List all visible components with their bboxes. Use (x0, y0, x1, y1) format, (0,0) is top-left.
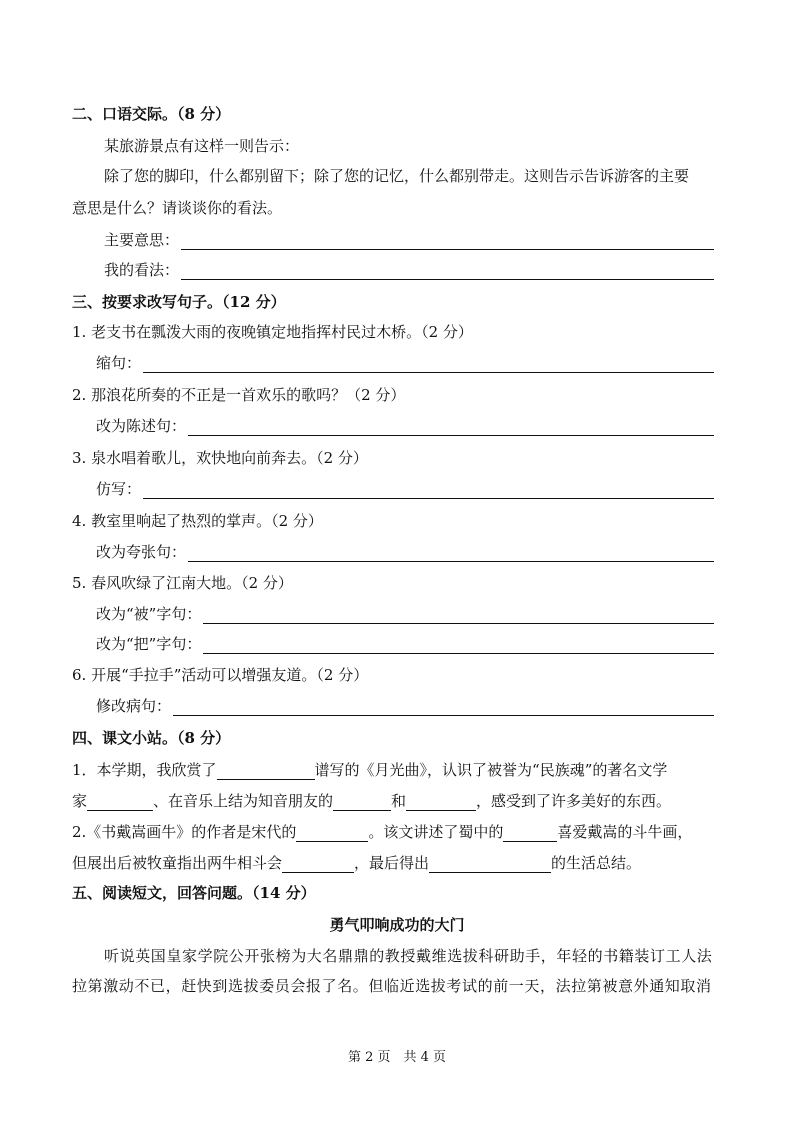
question-3-5: 5. 春风吹绿了江南大地。（2 分） (72, 574, 293, 592)
question-3-2-answer-line[interactable] (188, 419, 714, 436)
question-3-5a-label: 改为“被”字句： (96, 605, 202, 623)
question-3-2: 2. 那浪花所奏的不正是一首欢乐的歌吗？（2 分） (72, 386, 406, 404)
passage-paragraph-line-1: 听说英国皇家学院公开张榜为大名鼎鼎的教授戴维选拔科研助手，年轻的书籍装订工人法 (104, 947, 713, 965)
notice-intro: 某旅游景点有这样一则告示： (104, 137, 300, 155)
main-meaning-label: 主要意思： (104, 231, 180, 249)
question-3-4-answer-line[interactable] (188, 545, 714, 562)
question-3-1-label: 缩句： (96, 354, 142, 372)
question-3-6: 6. 开展“手拉手”活动可以增强友道。（2 分） (72, 666, 369, 684)
blank-friend-2[interactable] (406, 795, 476, 811)
fill-blank-2-text-a: 家 (72, 792, 88, 810)
question-3-2-answer-row (96, 416, 714, 436)
fill-blank-3-text-b: 。该文讲述了蜀中的 (368, 823, 504, 841)
question-3-5a-answer-line[interactable] (203, 607, 714, 624)
blank-friend-1[interactable] (333, 795, 391, 811)
fill-blank-2-text-b: 、在音乐上结为知音朋友的 (153, 792, 334, 810)
main-meaning-row (104, 230, 714, 250)
passage-title: 勇气叩响成功的大门 (329, 916, 465, 934)
page-number-footer: 第 2 页 共 4 页 (347, 1050, 447, 1065)
question-3-1-answer-line[interactable] (143, 356, 714, 373)
fill-blank-4-text-a: 但展出后被牧童指出两牛相斗会 (72, 854, 283, 872)
question-3-6-answer-row (96, 696, 714, 716)
question-3-5a-answer-row (96, 604, 714, 624)
section-5-heading: 五、阅读短文，回答问题。（14 分） (72, 884, 316, 902)
question-3-2-label: 改为陈述句： (96, 417, 187, 435)
blank-tail-action[interactable] (282, 857, 354, 873)
fill-blank-4-text-b: ，最后得出 (354, 854, 430, 872)
fill-blank-3-text-c: 喜爱戴嵩的斗牛画， (557, 823, 693, 841)
question-3-1-answer-row (96, 353, 714, 373)
fill-blank-line-2 (72, 791, 671, 811)
fill-blank-4-text-c: 的生活总结。 (551, 854, 642, 872)
question-3-3-answer-row (96, 479, 714, 499)
fill-blank-2-text-c: 和 (391, 792, 407, 810)
blank-composer[interactable] (217, 764, 315, 780)
question-3-3: 3. 泉水唱着歌儿，欢快地向前奔去。（2 分） (72, 449, 368, 467)
notice-text: 除了您的脚印，什么都别留下；除了您的记忆，什么都别带走。这则告示告诉游客的主要 (104, 167, 690, 185)
my-view-answer-line[interactable] (181, 263, 714, 280)
question-3-5b-answer-line[interactable] (203, 637, 714, 654)
fill-blank-3-text-a: 2.《书戴嵩画牛》的作者是宋代的 (72, 823, 297, 841)
fill-blank-1-text-b: 谱写的《月光曲》，认识了被誉为“民族魂”的著名文学 (314, 761, 668, 779)
my-view-row (104, 260, 714, 280)
notice-question: 意思是什么？请谈谈你的看法。 (72, 199, 283, 217)
question-3-4-label: 改为夸张句： (96, 543, 187, 561)
fill-blank-line-1 (72, 760, 667, 780)
main-meaning-answer-line[interactable] (181, 233, 714, 250)
fill-blank-line-3 (72, 822, 692, 842)
question-3-3-label: 仿写： (96, 480, 142, 498)
fill-blank-1-text-a: 1．本学期，我欣赏了 (72, 761, 217, 779)
section-3-heading: 三、按要求改写句子。（12 分） (72, 293, 286, 311)
question-3-6-label: 修改病句： (96, 697, 172, 715)
my-view-label: 我的看法： (104, 261, 180, 279)
question-3-4-answer-row (96, 542, 714, 562)
question-3-6-answer-line[interactable] (173, 699, 714, 716)
blank-person[interactable] (503, 826, 557, 842)
question-3-3-answer-line[interactable] (143, 482, 714, 499)
fill-blank-2-text-d: ，感受到了许多美好的东西。 (476, 792, 672, 810)
question-3-5b-label: 改为“把”字句： (96, 635, 202, 653)
question-3-4: 4. 教室里响起了热烈的掌声。（2 分） (72, 512, 323, 530)
blank-conclusion[interactable] (429, 857, 551, 873)
section-4-heading: 四、课文小站。（8 分） (72, 729, 231, 747)
question-3-1: 1. 老支书在瓢泼大雨的夜晚镇定地指挥村民过木桥。（2 分） (72, 323, 473, 341)
blank-author[interactable] (296, 826, 368, 842)
question-3-5b-answer-row (96, 634, 714, 654)
fill-blank-line-4 (72, 853, 641, 873)
passage-paragraph-line-2: 拉第激动不已，赶快到选拔委员会报了名。但临近选拔考试的前一天，法拉第被意外通知取消 (72, 977, 712, 995)
blank-writer[interactable] (87, 795, 153, 811)
section-2-heading: 二、口语交际。（8 分） (72, 105, 231, 123)
